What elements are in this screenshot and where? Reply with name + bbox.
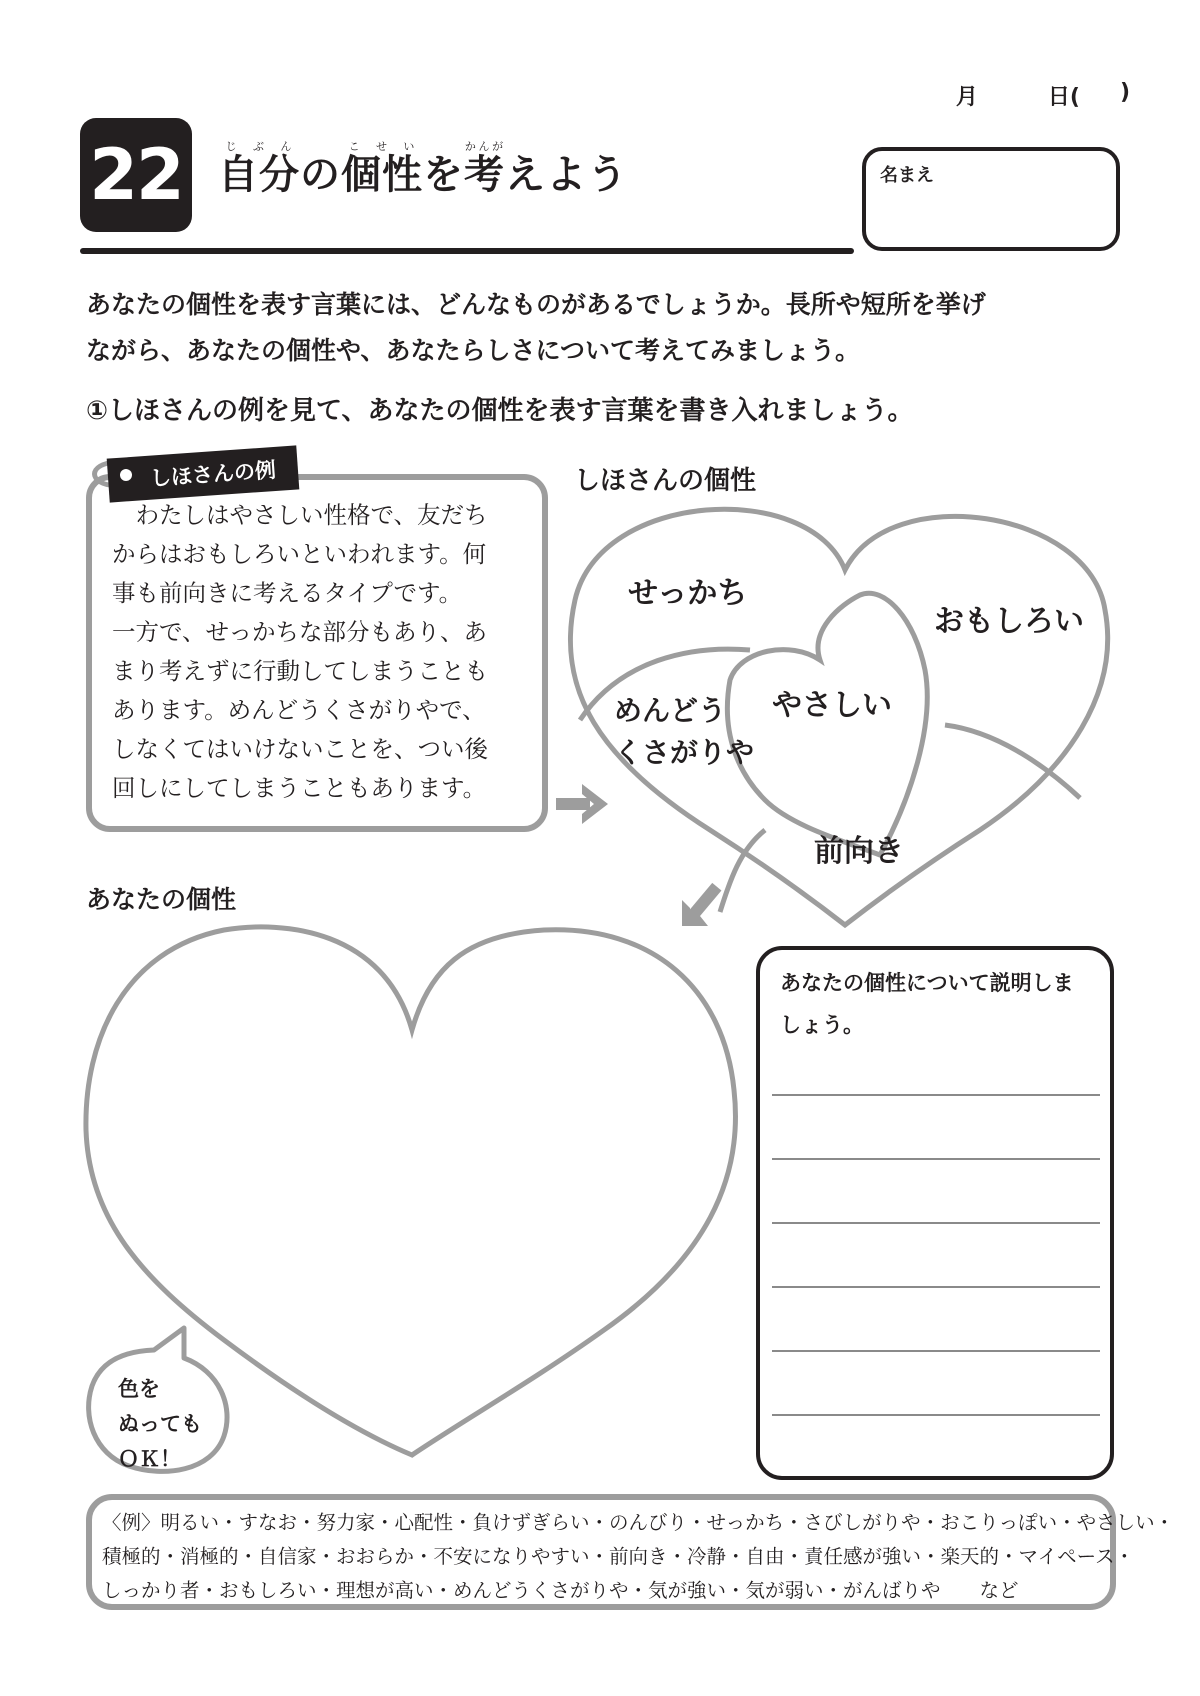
trait-sekkachi: せっかち — [628, 576, 748, 611]
example-text — [112, 496, 536, 808]
example-line: わたしはやさしい性格で、友だち — [112, 501, 488, 529]
trait-omoshiroi: おもしろい — [934, 604, 1084, 639]
writing-line[interactable] — [772, 1350, 1100, 1352]
lesson-number-badge: 22 — [80, 118, 192, 232]
color-ok-note: 色を ぬっても ＯＫ！ — [118, 1377, 202, 1471]
example-line: 一方で、せっかちな部分もあり、あ — [112, 618, 488, 646]
intro-line-2: ながら、あなたの個性や、あなたらしさについて考えてみましょう。 — [86, 336, 861, 365]
intro-line-1: あなたの個性を表す言葉には、どんなものがあるでしょうか。長所や短所を挙げ — [86, 290, 986, 319]
examples-row: 〈例〉明るい・すなお・努力家・心配性・負けずぎらい・のんびり・せっかち・さびしがりや・おこりっぽい・やさしい・ — [102, 1511, 1175, 1534]
example-line: 回しにしてしまうこともあります。 — [112, 774, 487, 802]
name-label: 名まえ — [880, 165, 934, 186]
example-tag-label: しほさんの例 — [149, 457, 277, 491]
tag-hole-icon — [120, 469, 132, 481]
trait-maemuki: 前向き — [814, 834, 904, 869]
example-line: あります。めんどうくさがりやで、 — [112, 696, 486, 724]
explanation-prompt: あなたの個性について説明しま しょう。 — [780, 971, 1074, 1037]
word-examples-box — [86, 1494, 1175, 1610]
title-underline — [80, 248, 854, 254]
example-line: しなくてはいけないことを、つい後 — [112, 735, 488, 763]
date-field — [956, 80, 1130, 111]
intro-text — [86, 282, 1126, 374]
title-part: 自分じぶん — [218, 140, 300, 198]
trait-yasashii: やさしい — [772, 688, 892, 723]
page-title: 自分じぶんの個性こせいを考かんがえよう — [218, 140, 628, 198]
day-label: 日( — [1047, 85, 1080, 110]
examples-row: しっかり者・おもしろい・理想が高い・めんどうくさがりや・気が強い・気が弱い・がんばりや など — [102, 1579, 1019, 1602]
shiho-heart-label: しほさんの個性 — [574, 466, 757, 496]
month-label: 月 — [955, 85, 978, 110]
examples-row: 積極的・消極的・自信家・おおらか・不安になりやすい・前向き・冷静・自由・責任感が強い・楽天的・マイペース・ — [102, 1545, 1135, 1568]
step-1-instruction: ①しほさんの例を見て、あなたの個性を表す言葉を書き入れましょう。 — [86, 396, 914, 426]
writing-line[interactable] — [772, 1286, 1100, 1288]
writing-line[interactable] — [772, 1222, 1100, 1224]
example-line: まり考えずに行動してしまうことも — [112, 657, 488, 685]
example-line: からはおもしろいといわれます。何 — [112, 540, 487, 568]
name-field[interactable] — [862, 147, 1120, 251]
trait-mendoukusagariya: めんどう くさがりや — [614, 694, 755, 769]
your-heart-label: あなたの個性 — [86, 885, 237, 914]
writing-line[interactable] — [772, 1158, 1100, 1160]
writing-line[interactable] — [772, 1414, 1100, 1416]
example-line: 事も前向きに考えるタイプです。 — [112, 579, 463, 607]
weekday-close: ) — [1119, 80, 1130, 105]
writing-line[interactable] — [772, 1094, 1100, 1096]
